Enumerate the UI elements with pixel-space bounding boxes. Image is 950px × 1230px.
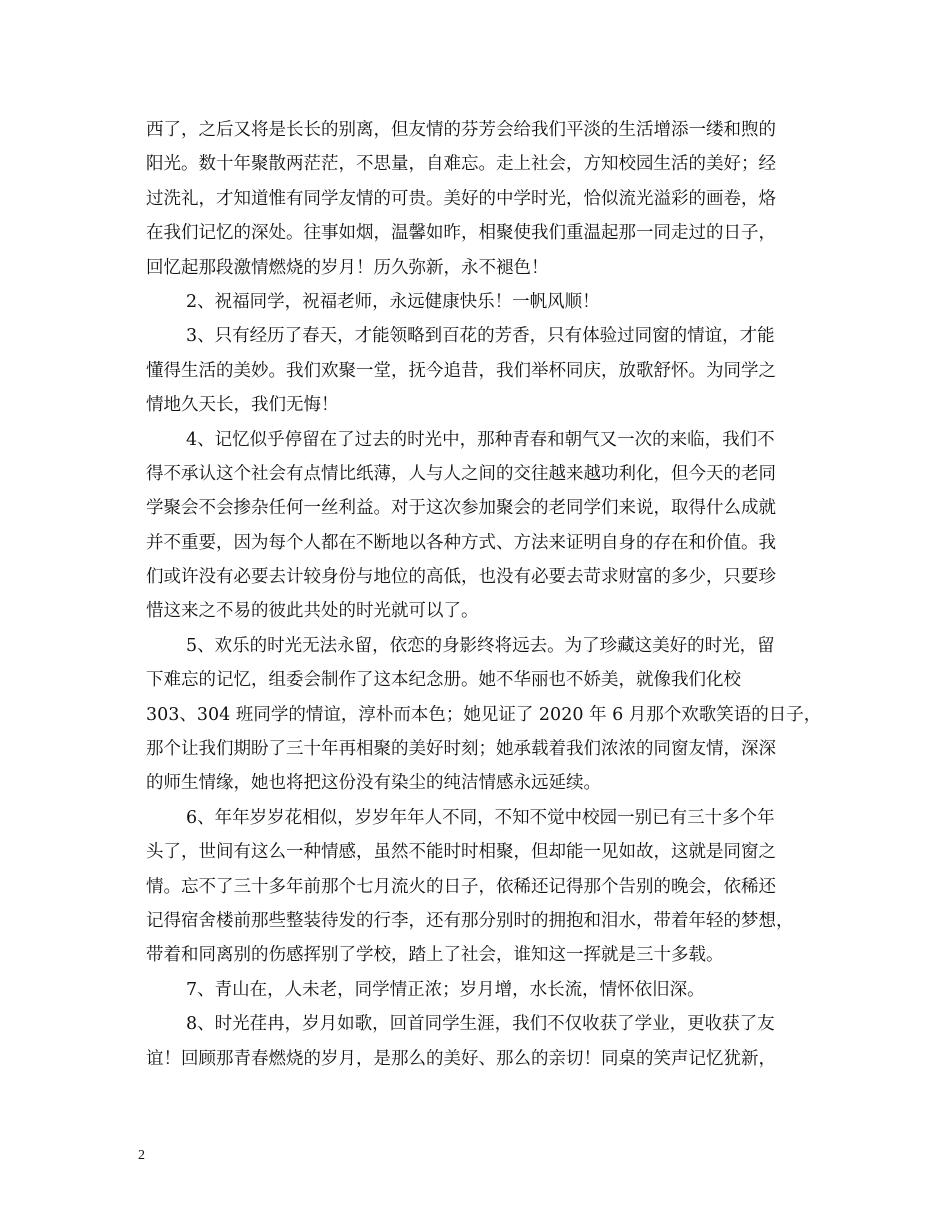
text-line: 头了，世间有这么一种情感，虽然不能时时相聚，但却能一见如故，这就是同窗之: [146, 842, 776, 863]
text-line: 得不承认这个社会有点情比纸薄，人与人之间的交往越来越功利化，但今天的老同: [146, 463, 776, 484]
paragraph-7-line: 7、青山在，人未老，同学情正浓；岁月增，水长流，情怀依旧深。: [186, 979, 705, 1000]
document-body: [146, 113, 822, 1076]
text-line: 阳光。数十年聚散两茫茫，不思量，自难忘。走上社会，方知校园生活的美好；经: [146, 154, 776, 175]
text-line: 下难忘的记忆，组委会制作了这本纪念册。她不华丽也不娇美，就像我们化校: [146, 670, 741, 691]
text-line: 惜这来之不易的彼此共处的时光就可以了。: [146, 601, 479, 622]
text-line: 们或许没有必要去计较身份与地位的高低，也没有必要去苛求财富的多少，只要珍: [146, 567, 776, 588]
paragraph-4-line: 4、记忆似乎停留在了过去的时光中，那种青春和朝气又一次的来临，我们不: [186, 429, 775, 450]
paragraph-8-line: 8、时光荏冉，岁月如歌，回首同学生涯，我们不仅收获了学业，更收获了友: [186, 1014, 775, 1035]
text-line: 的师生情缘，她也将把这份没有染尘的纯洁情感永远延续。: [146, 773, 601, 794]
paragraph-3-line: 3、只有经历了春天，才能领略到百花的芳香，只有体验过同窗的情谊，才能: [186, 326, 775, 347]
text-line: 情。忘不了三十多年前那个七月流火的日子，依稀还记得那个告别的晚会，依稀还: [146, 876, 776, 897]
paragraph-6-line: 6、年年岁岁花相似，岁岁年年人不同，不知不觉中校园一别已有三十多个年: [186, 807, 775, 828]
text-line: 西了，之后又将是长长的别离，但友情的芬芳会给我们平淡的生活增添一缕和煦的: [146, 120, 776, 140]
text-line: 懂得生活的美妙。我们欢聚一堂，抚今追昔，我们举杯同庆，放歌舒怀。为同学之: [146, 360, 776, 381]
text-line: 过洗礼，才知道惟有同学友情的可贵。美好的中学时光，恰似流光溢彩的画卷，烙: [146, 188, 776, 209]
paragraph-2-line: 2、祝福同学，祝福老师，永远健康快乐！一帆风顺！: [186, 291, 600, 312]
text-line: 学聚会不会掺杂任何一丝利益。对于这次参加聚会的老同学们来说，取得什么成就: [146, 498, 776, 519]
page-number: 2: [138, 1148, 145, 1163]
text-line: 那个让我们期盼了三十年再相聚的美好时刻；她承载着我们浓浓的同窗友情，深深: [146, 739, 776, 760]
text-line: 303、304 班同学的情谊，淳朴而本色；她见证了 2020 年 6 月那个欢歌笑语的日子，: [146, 704, 822, 725]
text-line: 带着和同离别的伤感挥别了学校，踏上了社会，谁知这一挥就是三十多载。: [146, 945, 724, 966]
text-line: 情地久天长，我们无悔！: [146, 395, 339, 416]
text-line: 谊！回顾那青春燃烧的岁月，是那么的美好、那么的亲切！同桌的笑声记忆犹新，: [146, 1048, 776, 1069]
text-line: 记得宿舍楼前那些整装待发的行李，还有那分别时的拥抱和泪水，带着年轻的梦想，: [146, 910, 794, 931]
text-line: 回忆起那段激情燃烧的岁月！历久弥新，永不褪色！: [146, 257, 549, 278]
text-line: 并不重要，因为每个人都在不断地以各种方式、方法来证明自身的存在和价值。我: [146, 532, 776, 553]
text-line: 在我们记忆的深处。往事如烟，温馨如昨，相聚使我们重温起那一同走过的日子，: [146, 223, 776, 244]
paragraph-5-line: 5、欢乐的时光无法永留，依恋的身影终将远去。为了珍藏这美好的时光，留: [186, 635, 775, 656]
